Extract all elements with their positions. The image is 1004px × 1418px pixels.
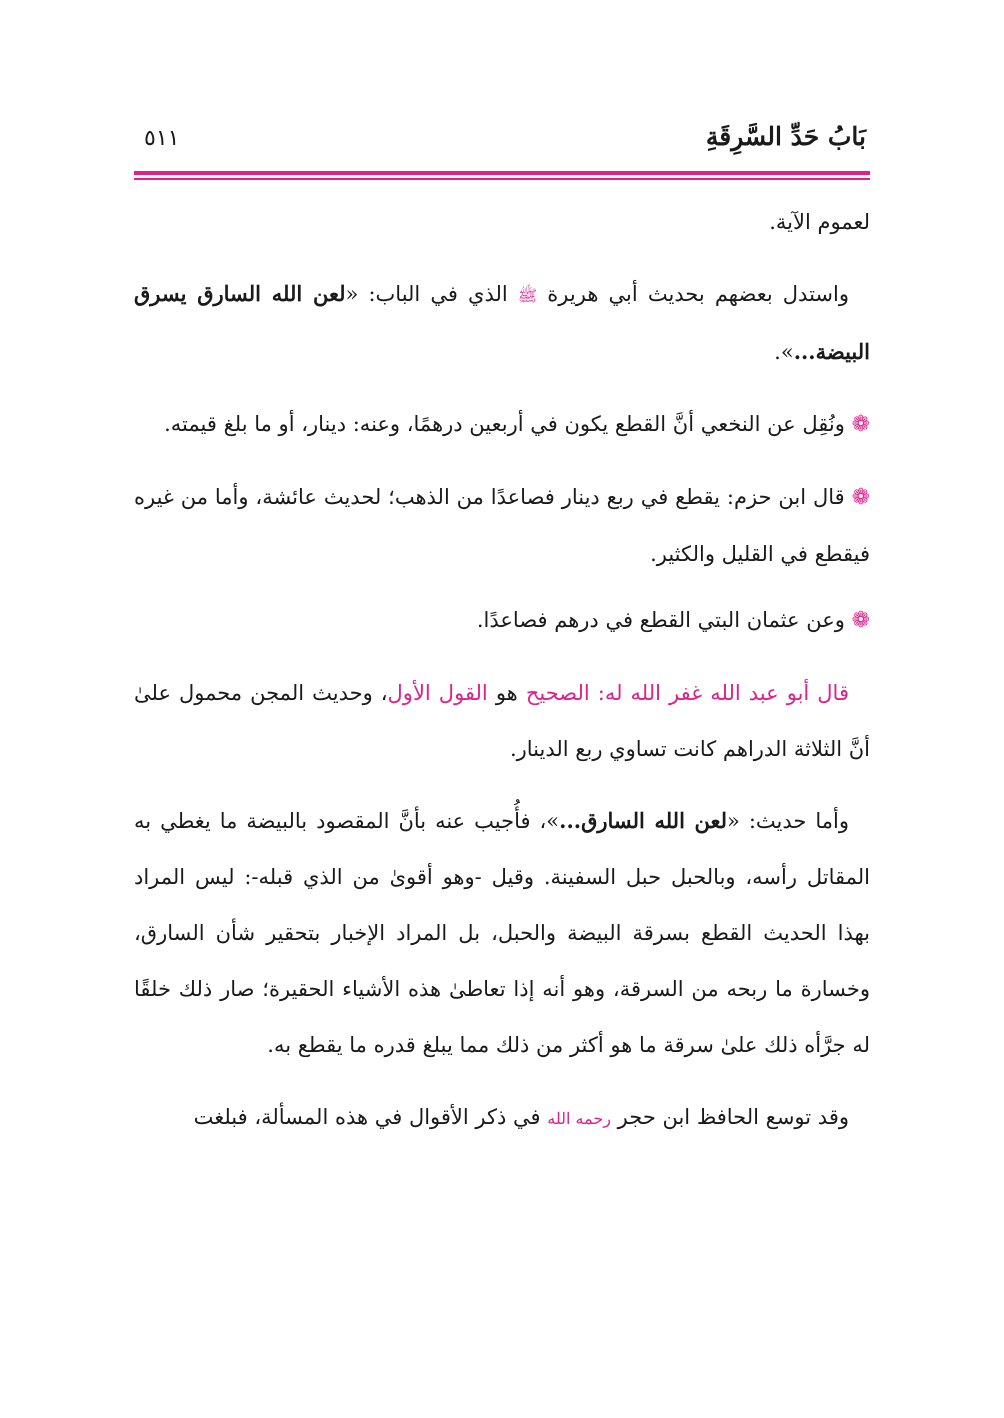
paragraph-6-text-b: ، وحديث المجن محمول علىٰ أنَّ الثلاثة الدراهم كانت تساوي ربع الدينار. [134, 681, 870, 761]
paragraph-4-text: قال ابن حزم: يقطع في ربع دينار فصاعدًا من الذهب؛ لحديث عائشة، وأما من غيره فيقطع في القليل والكثير. [134, 485, 870, 566]
paragraph-7-text-a: وأما حديث: « [727, 809, 849, 833]
author-verdict: قال أبو عبد الله غفر الله له: الصحيح [525, 681, 849, 705]
honorific-glyph: ﷺ [517, 286, 538, 305]
hadith-quote: لعن الله السارق... [559, 808, 728, 833]
page-header [134, 120, 870, 164]
paragraph-3 [134, 396, 870, 453]
paragraph-7-text-b: »، فأُجيب عنه بأنَّ المقصود بالبيضة ما يغطي به المقاتل رأسه، وبالحبل حبل السفينة. وقيل -وهو أقوىٰ من الذي قبله-: ليس المراد بهذا الحديث القطع بسرقة البيضة والحبل، بل المراد الإخبار بتحقير شأن السارق، وخسارة ما ربحه من السرقة، وهو أنه إذا تعاطىٰ هذه الأشياء الحقيرة؛ صار ذلك خلقًا له جرَّأه ذلك علىٰ سرقة ما هو أكثر من ذلك مما يبلغ قدره ما يقطع به. [134, 809, 870, 1057]
paragraph-1-text: لعموم الآية. [769, 210, 870, 234]
paragraph-4 [134, 469, 870, 582]
paragraph-1 [134, 194, 870, 250]
paragraph-7 [134, 793, 870, 1073]
paragraph-8-text-a: وقد توسع الحافظ ابن حجر [611, 1105, 849, 1129]
paragraph-8 [134, 1089, 870, 1147]
paragraph-6 [134, 665, 870, 777]
hadith-quote: لعن الله السارق يسرق البيضة... [134, 281, 870, 364]
paragraph-2-text-a: واستدل بعضهم بحديث أبي هريرة [537, 282, 849, 306]
paragraph-8-text-b: في ذكر الأقوال في هذه المسألة، فبلغت [193, 1105, 548, 1129]
paragraph-3-text: ونُقِل عن النخعي أنَّ القطع يكون في أربعين درهمًا، وعنه: دينار، أو ما بلغ قيمته. [164, 412, 845, 436]
header-rule-thick [134, 171, 870, 175]
paragraph-5 [134, 592, 870, 649]
paragraph-2 [134, 266, 870, 380]
paragraph-5-text: وعن عثمان البتي القطع في درهم فصاعدًا. [476, 608, 845, 632]
honorific-glyph: رحمه الله [547, 1109, 611, 1128]
chapter-title: بَابُ حَدِّ السَّرِقَةِ [705, 122, 866, 151]
paragraph-2-text-b: الذي في الباب: « [345, 282, 518, 306]
preferred-opinion: القول الأول [387, 681, 488, 705]
page-number: ٥١١ [144, 126, 180, 151]
paragraph-6-text-a: هو [487, 681, 526, 705]
flower-bullet-icon: ❁ [851, 608, 870, 633]
header-rule-thin [134, 178, 870, 180]
paragraph-2-text-c: ». [774, 340, 794, 364]
flower-bullet-icon: ❁ [851, 412, 870, 437]
flower-bullet-icon: ❁ [851, 485, 870, 510]
page-body [134, 194, 870, 1147]
